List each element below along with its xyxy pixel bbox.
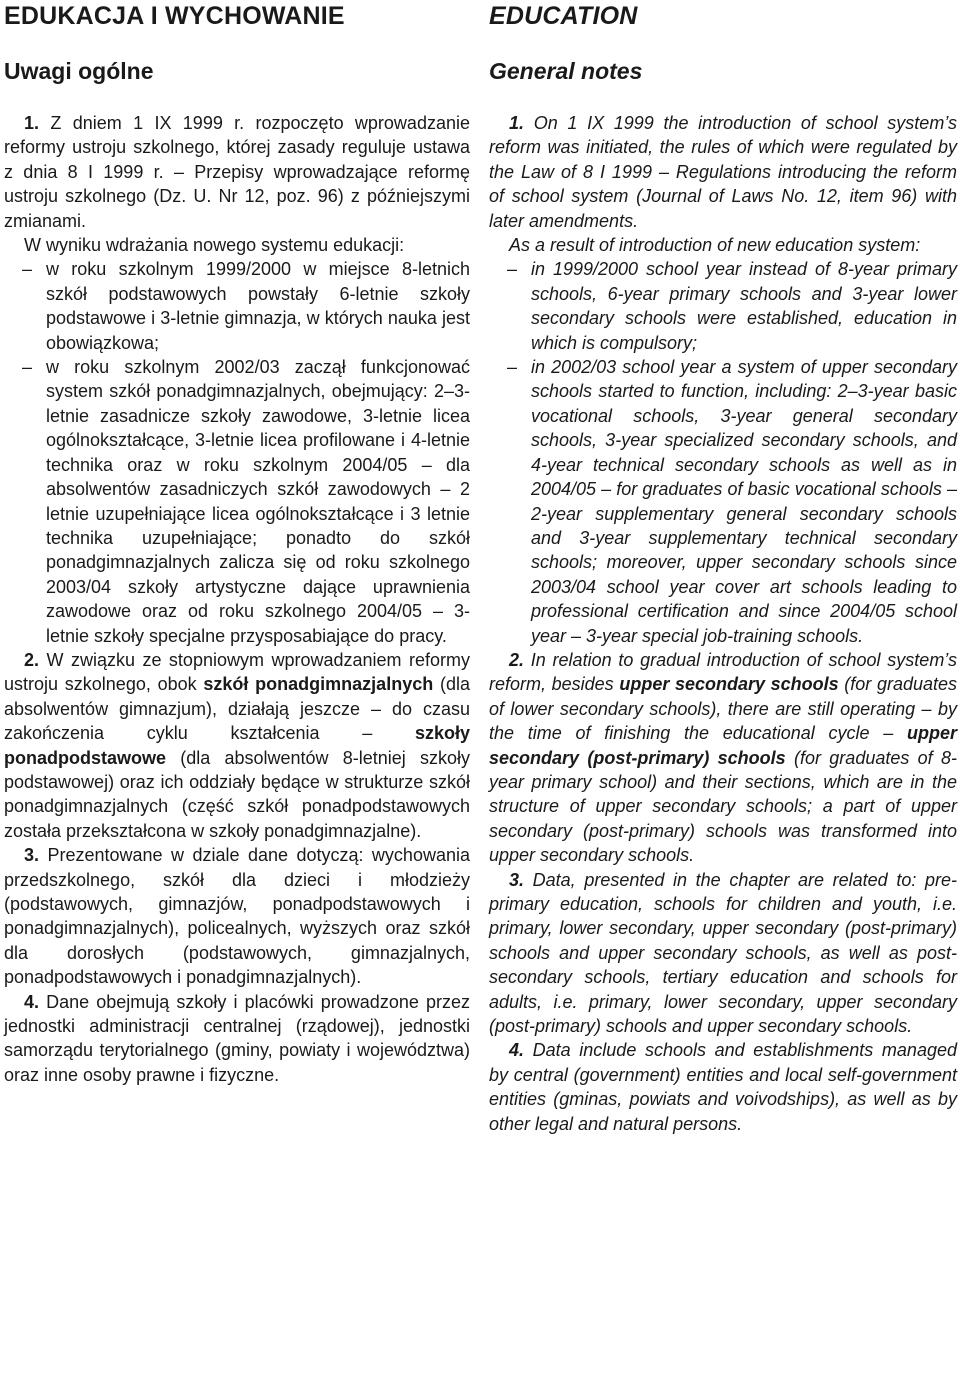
paragraph-text: (dla absolwentów gimnazjum), działają jeszcze – do czasu zakończenia cyklu kształcenia –: [4, 674, 470, 744]
paragraph-text: (for graduates of 8-year primary school) and their sections, which are in the structure of upper secondary schools; a part of upper secondary (post-primary) schools was transformed into upper secondary schools.: [489, 747, 957, 866]
list-item: – in 2002/03 school year a system of upper secondary schools started to function, including: 2–3-year basic vocational schools, 3-year general secondary schools, 3-year specialized secondary schools, and 4-year technical secondary schools as well as in 2004/05 – for graduates of basic vocational schools – 2-year supplementary general secondary schools and 3-year supplementary technical secondary schools; moreover, upper secondary schools since 2003/04 school year cover art schools leading to professional certification and since 2004/05 school year – 3-year special job-training schools.: [489, 355, 957, 648]
body-pl: [4, 111, 470, 1087]
subtitle-en: General notes: [489, 58, 643, 84]
paragraph-2-en: [489, 648, 957, 868]
paragraph-number: 2.: [509, 649, 525, 670]
paragraph-2-pl: [4, 648, 470, 843]
emphasis-text: upper secondary schools: [619, 674, 839, 695]
paragraph-text: On 1 IX 1999 the introduction of school system’s reform was initiated, the rules of which were regulated by the Law of 8 I 1999 – Regulations introducing the reform of school system (Journal of Laws No. 12, item 96) with later amendments.: [489, 113, 957, 231]
list-item: – w roku szkolnym 2002/03 zaczął funkcjonować system szkół ponadgimnazjalnych, obejmujący: 2–3-letnie zasadnicze szkoły zawodowe, 3-letnie licea ogólnokształcące, 3-letnie licea profilowane i 4-letnie technika oraz w roku szkolnym 2004/05 – dla absolwentów zasadniczych szkół zawodowych – 2 letnie uzupełniające licea ogólnokształcące i 3 letnie technika uzupełniające; ponadto do szkół ponadgimnazjalnych zalicza się od roku szkolnego 2003/04 szkoły artystyczne dające uprawnienia zawodowe oraz od roku szkolnego 2004/05 – 3-letnie szkoły specjalne przysposabiające do pracy.: [4, 355, 470, 648]
list-item: – w roku szkolnym 1999/2000 w miejsce 8-letnich szkół podstawowych powstały 6-letnie szkoły podstawowe i 3-letnie gimnazja, w których nauka jest obowiązkowa;: [4, 257, 470, 355]
paragraph-1-pl: [4, 111, 470, 233]
paragraph-text: Prezentowane w dziale dane dotyczą: wychowania przedszkolnego, szkół dla dzieci i młodzieży (podstawowych, gimnazjów, ponadpodstawowych i ponadgimnazjalnych), policealnych, wyższych oraz szkół dla dorosłych (podstawowych, gimnazjalnych, ponadpodstawowych i ponadgimnazjalnych).: [4, 845, 470, 988]
body-en: [489, 111, 957, 1136]
english-column: [489, 0, 957, 1136]
paragraph-text: (for graduates of lower secondary schools), there are still operating – by the time of finishing the educational cycle –: [489, 674, 957, 744]
paragraph-number: 1.: [509, 113, 525, 133]
paragraph-number: 3.: [509, 869, 525, 890]
list-item: – in 1999/2000 school year instead of 8-year primary schools, 6-year primary schools and 3-year lower secondary schools were established, education in which is compulsory;: [489, 257, 957, 355]
section-title-pl: EDUKACJA I WYCHOWANIE: [4, 2, 345, 30]
paragraph-number: 4.: [24, 991, 40, 1012]
emphasis-text: szkół ponadgimnazjalnych: [203, 674, 434, 695]
paragraph-text: Data include schools and establishments managed by central (government) entities and local self-government entities (gminas, powiats and voivodships), as well as by other legal and natural persons.: [489, 1040, 957, 1134]
paragraph-number: 1.: [24, 113, 40, 133]
reform-list-en: [489, 257, 957, 648]
section-title-en: EDUCATION: [489, 2, 638, 30]
paragraph-3-en: [489, 868, 957, 1039]
paragraph-text: Dane obejmują szkoły i placówki prowadzone przez jednostki administracji centralnej (rządowej), jednostki samorządu terytorialnego (gminy, powiaty i województwa) oraz inne osoby prawne i fizyczne.: [4, 991, 470, 1085]
paragraph-1b-en: As a result of introduction of new education system:: [509, 235, 921, 256]
paragraph-text: Z dniem 1 IX 1999 r. rozpoczęto wprowadzanie reformy ustroju szkolnego, której zasady reguluje ustawa z dnia 8 I 1999 r. – Przepisy wprowadzające reformę ustroju szkolnego (Dz. U. Nr 12, poz. 96) z późniejszymi zmianami.: [4, 113, 470, 231]
reform-list-pl: [4, 257, 470, 648]
polish-column: [4, 0, 470, 1087]
paragraph-1-en: [489, 111, 957, 233]
paragraph-3-pl: [4, 843, 470, 989]
paragraph-number: 4.: [509, 1040, 525, 1061]
paragraph-1b-pl: W wyniku wdrażania nowego systemu edukacji:: [24, 235, 405, 256]
paragraph-text: In relation to gradual introduction of school system’s reform, besides: [489, 649, 957, 695]
paragraph-text: W związku ze stopniowym wprowadzaniem reformy ustroju szkolnego, obok: [4, 649, 470, 695]
paragraph-number: 2.: [24, 649, 40, 670]
emphasis-text: upper secondary (post-primary) schools: [489, 723, 957, 768]
subtitle-pl: Uwagi ogólne: [4, 58, 154, 84]
paragraph-4-en: [489, 1038, 957, 1136]
paragraph-number: 3.: [24, 845, 40, 866]
paragraph-text: Data, presented in the chapter are related to: pre-primary education, schools for children and youth, i.e. primary, lower secondary, upper secondary (post-primary) schools and upper secondary schools, as well as post-secondary schools, tertiary education and schools for adults, i.e. primary, lower secondary, upper secondary (post-primary) schools and upper secondary schools.: [489, 869, 957, 1037]
paragraph-4-pl: [4, 990, 470, 1088]
paragraph-text: (dla absolwentów 8-letniej szkoły podstawowej) oraz ich oddziały będące w strukturze szkół ponadgimnazjalnych (część szkół ponadpodstawowych została przekształcona w szkoły ponadgimnazjalne).: [4, 747, 470, 841]
emphasis-text: szkoły ponadpodstawowe: [4, 723, 470, 768]
